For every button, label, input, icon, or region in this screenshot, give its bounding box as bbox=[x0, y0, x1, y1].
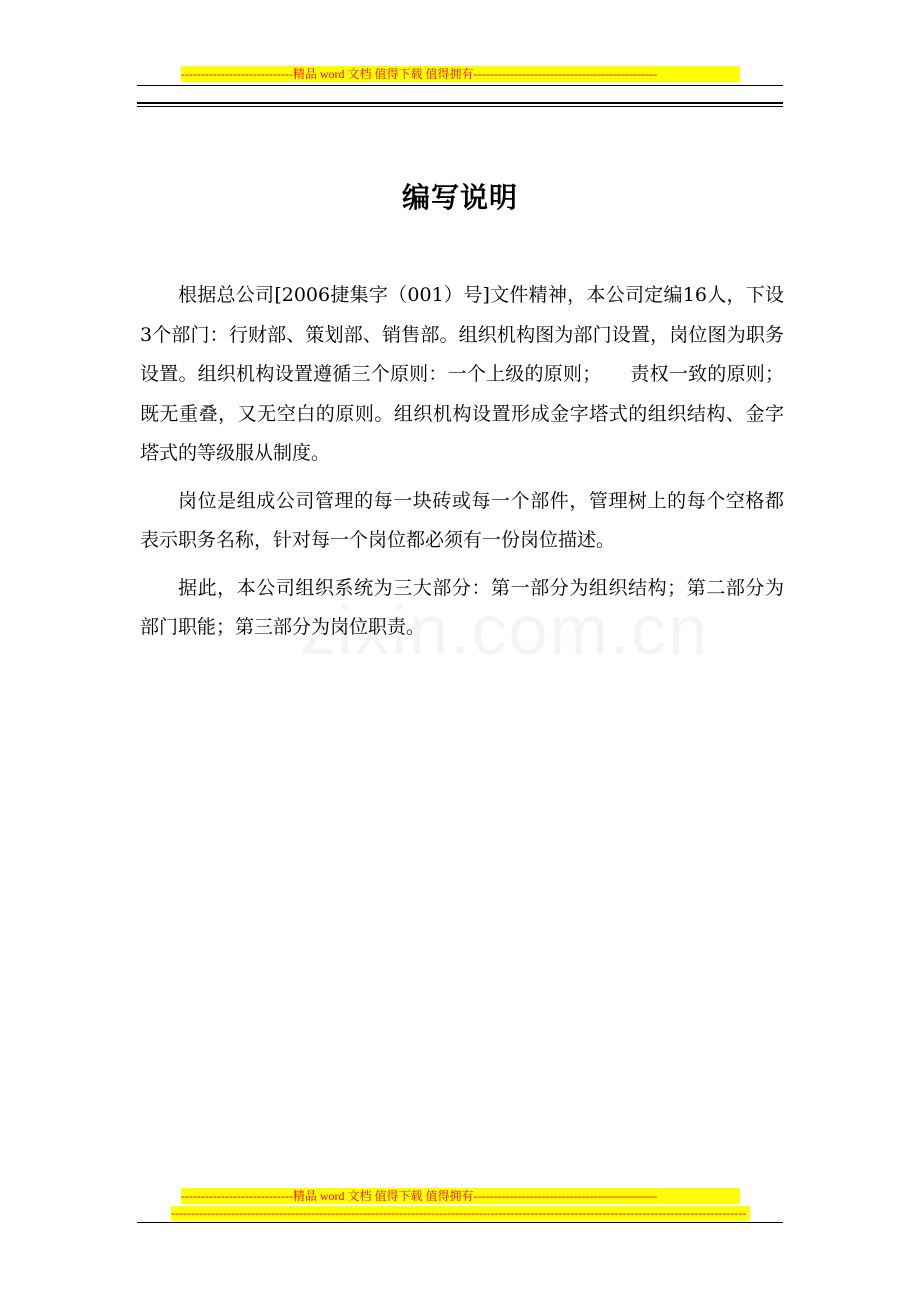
paragraph-2: 岗位是组成公司管理的每一块砖或每一个部件，管理树上的每个空格都表示职务名称，针对每一个岗位都必须有一份岗位描述。 bbox=[140, 489, 784, 551]
footer-rule bbox=[137, 1222, 783, 1223]
document-body bbox=[140, 276, 784, 656]
paragraph-1: 根据总公司[2006捷集字（001）号]文件精神，本公司定编16人，下设3个部门：行财部、策划部、销售部。组织机构图为部门设置，岗位图为职务设置。组织机构设置遵循三个原则：一个上级的原则； 责权一致的原则；既无重叠，又无空白的原则。组织机构设置形成金字塔式的组织结构、金字塔式的等级服从制度。 bbox=[140, 284, 784, 464]
header-double-rule-thick bbox=[137, 102, 783, 104]
paragraph-3: 据此，本公司组织系统为三大部分：第一部分为组织结构；第二部分为部门职能；第三部分为岗位职责。 bbox=[140, 576, 784, 638]
header-banner: ----------------------------精品 word 文档 值得下载 值得拥有---------------------------------------------- bbox=[181, 66, 740, 82]
footer-dash-banner: ------------------------------------------------------------------------------------------------------------------------------------------------ bbox=[171, 1206, 750, 1221]
document-title: 编写说明 bbox=[401, 181, 518, 214]
header-double-rule-thin bbox=[137, 106, 783, 107]
footer-banner: ----------------------------精品 word 文档 值得下载 值得拥有---------------------------------------------- bbox=[181, 1188, 740, 1204]
header-rule bbox=[137, 85, 783, 86]
